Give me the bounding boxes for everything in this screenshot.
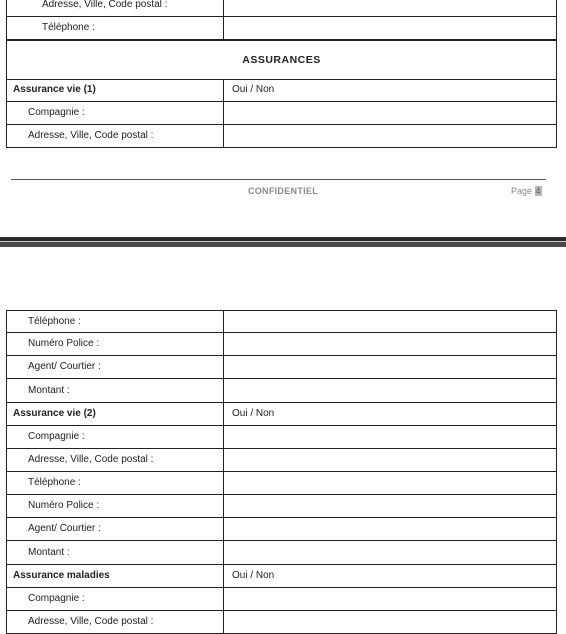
form-row <box>6 588 557 611</box>
field-label: Compagnie : <box>7 588 224 610</box>
field-label: Assurance vie (2) <box>7 403 224 425</box>
field-label: Numéro Police : <box>7 333 224 355</box>
field-label: Agent/ Courtier : <box>7 518 224 540</box>
form-row <box>6 310 557 333</box>
form-row <box>6 17 557 40</box>
field-value[interactable]: Oui / Non <box>232 408 275 419</box>
field-label: Numéro Police : <box>7 495 224 517</box>
field-label: Montant : <box>7 541 224 564</box>
field-label: Compagnie : <box>7 102 224 124</box>
form-row <box>6 102 557 125</box>
page-break-separator <box>0 237 566 247</box>
field-label: Assurance vie (1) <box>7 79 224 101</box>
field-label: Téléphone : <box>7 17 224 39</box>
form-row <box>6 403 557 426</box>
field-value[interactable]: Oui / Non <box>232 84 275 95</box>
field-label: Adresse, Ville, Code postal : <box>7 449 224 471</box>
form-row <box>6 426 557 449</box>
field-label: Téléphone : <box>7 311 224 332</box>
section-title: ASSURANCES <box>6 40 557 80</box>
field-label: Adresse, Ville, Code postal : <box>7 611 224 633</box>
form-row <box>6 379 557 403</box>
form-row <box>6 495 557 518</box>
form-row <box>6 472 557 495</box>
footer-divider <box>11 179 546 180</box>
footer-page-number <box>511 186 542 196</box>
form-row <box>6 565 557 588</box>
form-row <box>6 518 557 541</box>
form-row <box>6 541 557 565</box>
form-row <box>6 0 557 17</box>
form-row <box>6 125 557 148</box>
field-label: Téléphone : <box>7 472 224 494</box>
field-label: Compagnie : <box>7 426 224 448</box>
field-label: Adresse, Ville, Code postal : <box>7 0 224 16</box>
form-row <box>6 79 557 102</box>
form-row <box>6 449 557 472</box>
page-number-field: 4 <box>535 186 541 196</box>
form-row <box>6 333 557 356</box>
field-label: Assurance maladies <box>7 565 224 587</box>
field-value[interactable]: Oui / Non <box>232 570 275 581</box>
form-row <box>6 611 557 634</box>
page-break-gap <box>0 241 566 242</box>
footer-confidential: CONFIDENTIEL <box>247 186 319 196</box>
form-row <box>6 356 557 379</box>
field-label: Montant : <box>7 379 224 402</box>
field-label: Agent/ Courtier : <box>7 356 224 378</box>
page-label: Page <box>511 186 533 196</box>
field-label: Adresse, Ville, Code postal : <box>7 125 224 147</box>
